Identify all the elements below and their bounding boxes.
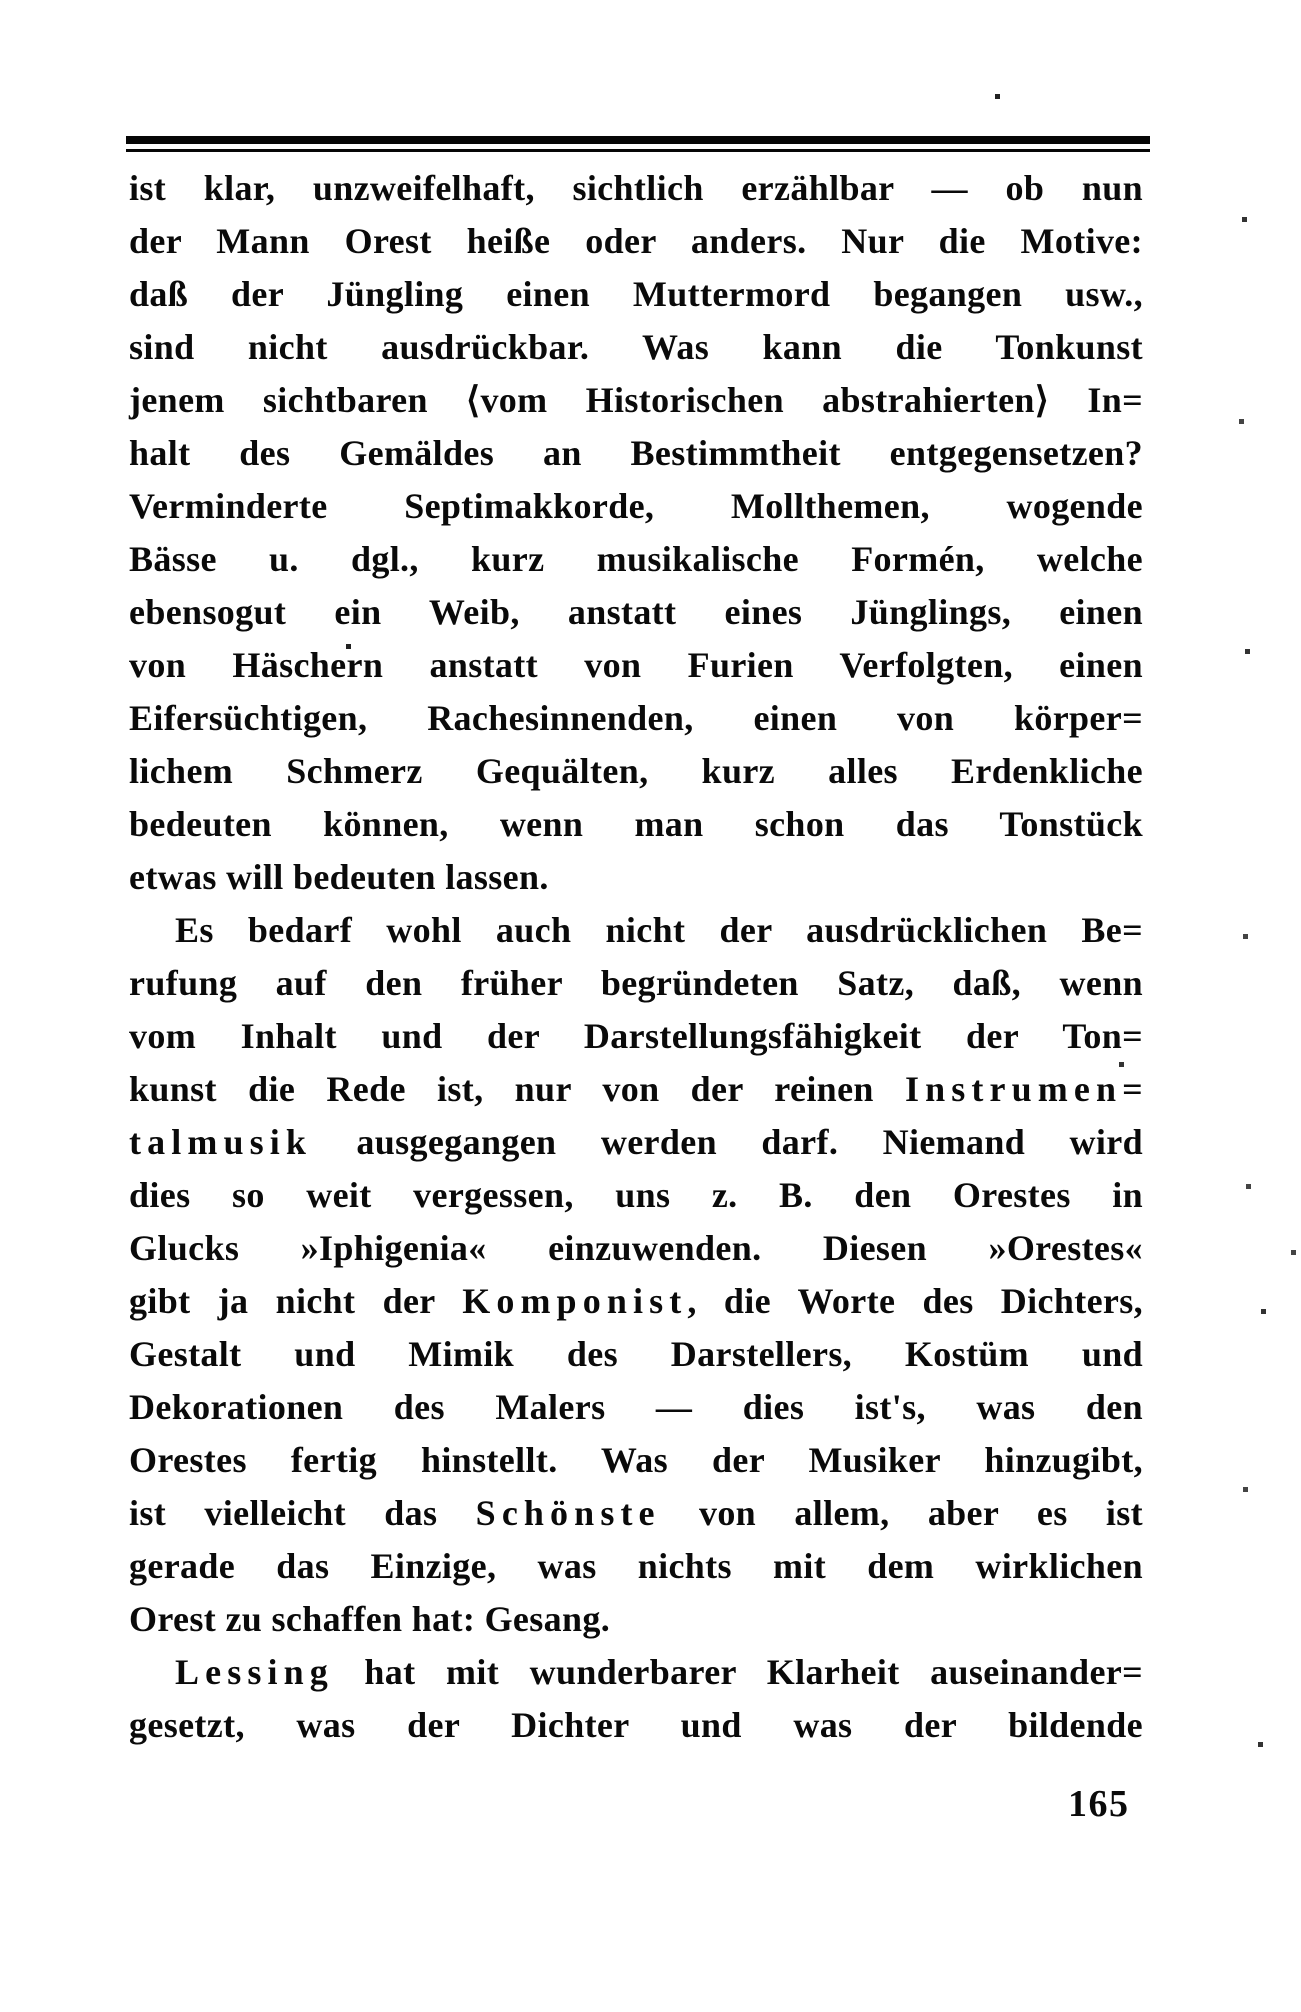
- text-line: [129, 533, 1143, 586]
- text-line: [129, 692, 1143, 745]
- text-segment: ist vielleicht das: [129, 1493, 476, 1533]
- text-line: [129, 1699, 1143, 1752]
- text-segment: ausgegangen werden darf. Niemand wird: [312, 1122, 1143, 1162]
- text-line: [129, 851, 1143, 904]
- letterspaced-word: Lessing: [175, 1652, 334, 1692]
- text-block: [129, 162, 1143, 1752]
- text-segment: etwas will bedeuten lassen.: [129, 857, 549, 897]
- text-segment: hat mit wunderbarer Klarheit auseinander=: [333, 1652, 1143, 1692]
- text-line: [129, 1540, 1143, 1593]
- double-rule-bottom: [126, 149, 1150, 152]
- text-segment: Es bedarf wohl auch nicht der ausdrücklichen Be=: [175, 910, 1143, 950]
- text-segment: lichem Schmerz Gequälten, kurz alles Erdenkliche: [129, 751, 1143, 791]
- text-segment: rufung auf den früher begründeten Satz, daß, wenn: [129, 963, 1143, 1003]
- text-segment: Verminderte Septimakkorde, Mollthemen, wogende: [129, 486, 1143, 526]
- text-line: [129, 162, 1143, 215]
- text-segment: ist klar, unzweifelhaft, sichtlich erzählbar — ob nun: [129, 168, 1143, 208]
- text-line: [129, 1487, 1143, 1540]
- text-line: [129, 957, 1143, 1010]
- text-line: [129, 1063, 1143, 1116]
- text-line: [129, 1646, 1143, 1699]
- text-line: [129, 1275, 1143, 1328]
- text-segment: von Häschern anstatt von Furien Verfolgten, einen: [129, 645, 1143, 685]
- text-segment: daß der Jüngling einen Muttermord begangen usw.,: [129, 274, 1143, 314]
- text-line: [129, 586, 1143, 639]
- double-rule: [126, 136, 1150, 152]
- letterspaced-word: Schönste: [475, 1493, 661, 1533]
- text-line: [129, 745, 1143, 798]
- text-segment: halt des Gemäldes an Bestimmtheit entgegensetzen?: [129, 433, 1143, 473]
- text-line: [129, 1169, 1143, 1222]
- text-line: [129, 427, 1143, 480]
- text-segment: Bässe u. dgl., kurz musikalische Formén, welche: [129, 539, 1143, 579]
- text-line: [129, 1434, 1143, 1487]
- text-line: [129, 1381, 1143, 1434]
- double-rule-top: [126, 136, 1150, 144]
- text-line: [129, 904, 1143, 957]
- text-segment: kunst die Rede ist, nur von der reinen: [129, 1069, 906, 1109]
- letterspaced-word: Instrumen: [905, 1069, 1123, 1109]
- text-line: [129, 374, 1143, 427]
- text-line: [129, 1010, 1143, 1063]
- text-segment: gibt ja nicht der: [129, 1281, 463, 1321]
- text-segment: Orest zu schaffen hat: Gesang.: [129, 1599, 611, 1639]
- text-line: [129, 321, 1143, 374]
- text-segment: gerade das Einzige, was nichts mit dem wirklichen: [129, 1546, 1143, 1586]
- page-number: 165: [1068, 1783, 1130, 1825]
- text-line: [129, 798, 1143, 851]
- letterspaced-word: talmusik: [129, 1122, 312, 1162]
- text-segment: , die Worte des Dichters,: [687, 1281, 1143, 1321]
- text-segment: von allem, aber es ist: [660, 1493, 1143, 1533]
- text-segment: Eifersüchtigen, Rachesinnenden, einen von körper=: [129, 698, 1143, 738]
- text-line: [129, 1222, 1143, 1275]
- text-line: [129, 1593, 1143, 1646]
- text-line: [129, 268, 1143, 321]
- text-line: [129, 1116, 1143, 1169]
- text-segment: vom Inhalt und der Darstellungsfähigkeit der Ton=: [129, 1016, 1143, 1056]
- text-segment: dies so weit vergessen, uns z. B. den Orestes in: [129, 1175, 1143, 1215]
- text-segment: Orestes fertig hinstellt. Was der Musiker hinzugibt,: [129, 1440, 1143, 1480]
- text-segment: jenem sichtbaren ⟨vom Historischen abstrahierten⟩ In=: [129, 380, 1143, 420]
- text-line: [129, 1328, 1143, 1381]
- text-segment: sind nicht ausdrückbar. Was kann die Tonkunst: [129, 327, 1143, 367]
- text-line: [129, 639, 1143, 692]
- letterspaced-word: Komponist: [462, 1281, 688, 1321]
- text-segment: bedeuten können, wenn man schon das Tonstück: [129, 804, 1143, 844]
- text-segment: gesetzt, was der Dichter und was der bildende: [129, 1705, 1143, 1745]
- scan-specks: [0, 0, 3, 3]
- text-segment: der Mann Orest heiße oder anders. Nur die Motive:: [129, 221, 1143, 261]
- text-segment: ebensogut ein Weib, anstatt eines Jünglings, einen: [129, 592, 1143, 632]
- text-line: [129, 215, 1143, 268]
- text-segment: =: [1122, 1069, 1143, 1109]
- text-segment: Gestalt und Mimik des Darstellers, Kostüm und: [129, 1334, 1143, 1374]
- text-segment: Dekorationen des Malers — dies ist's, was den: [129, 1387, 1143, 1427]
- text-segment: Glucks »Iphigenia« einzuwenden. Diesen »Orestes«: [129, 1228, 1143, 1268]
- text-line: [129, 480, 1143, 533]
